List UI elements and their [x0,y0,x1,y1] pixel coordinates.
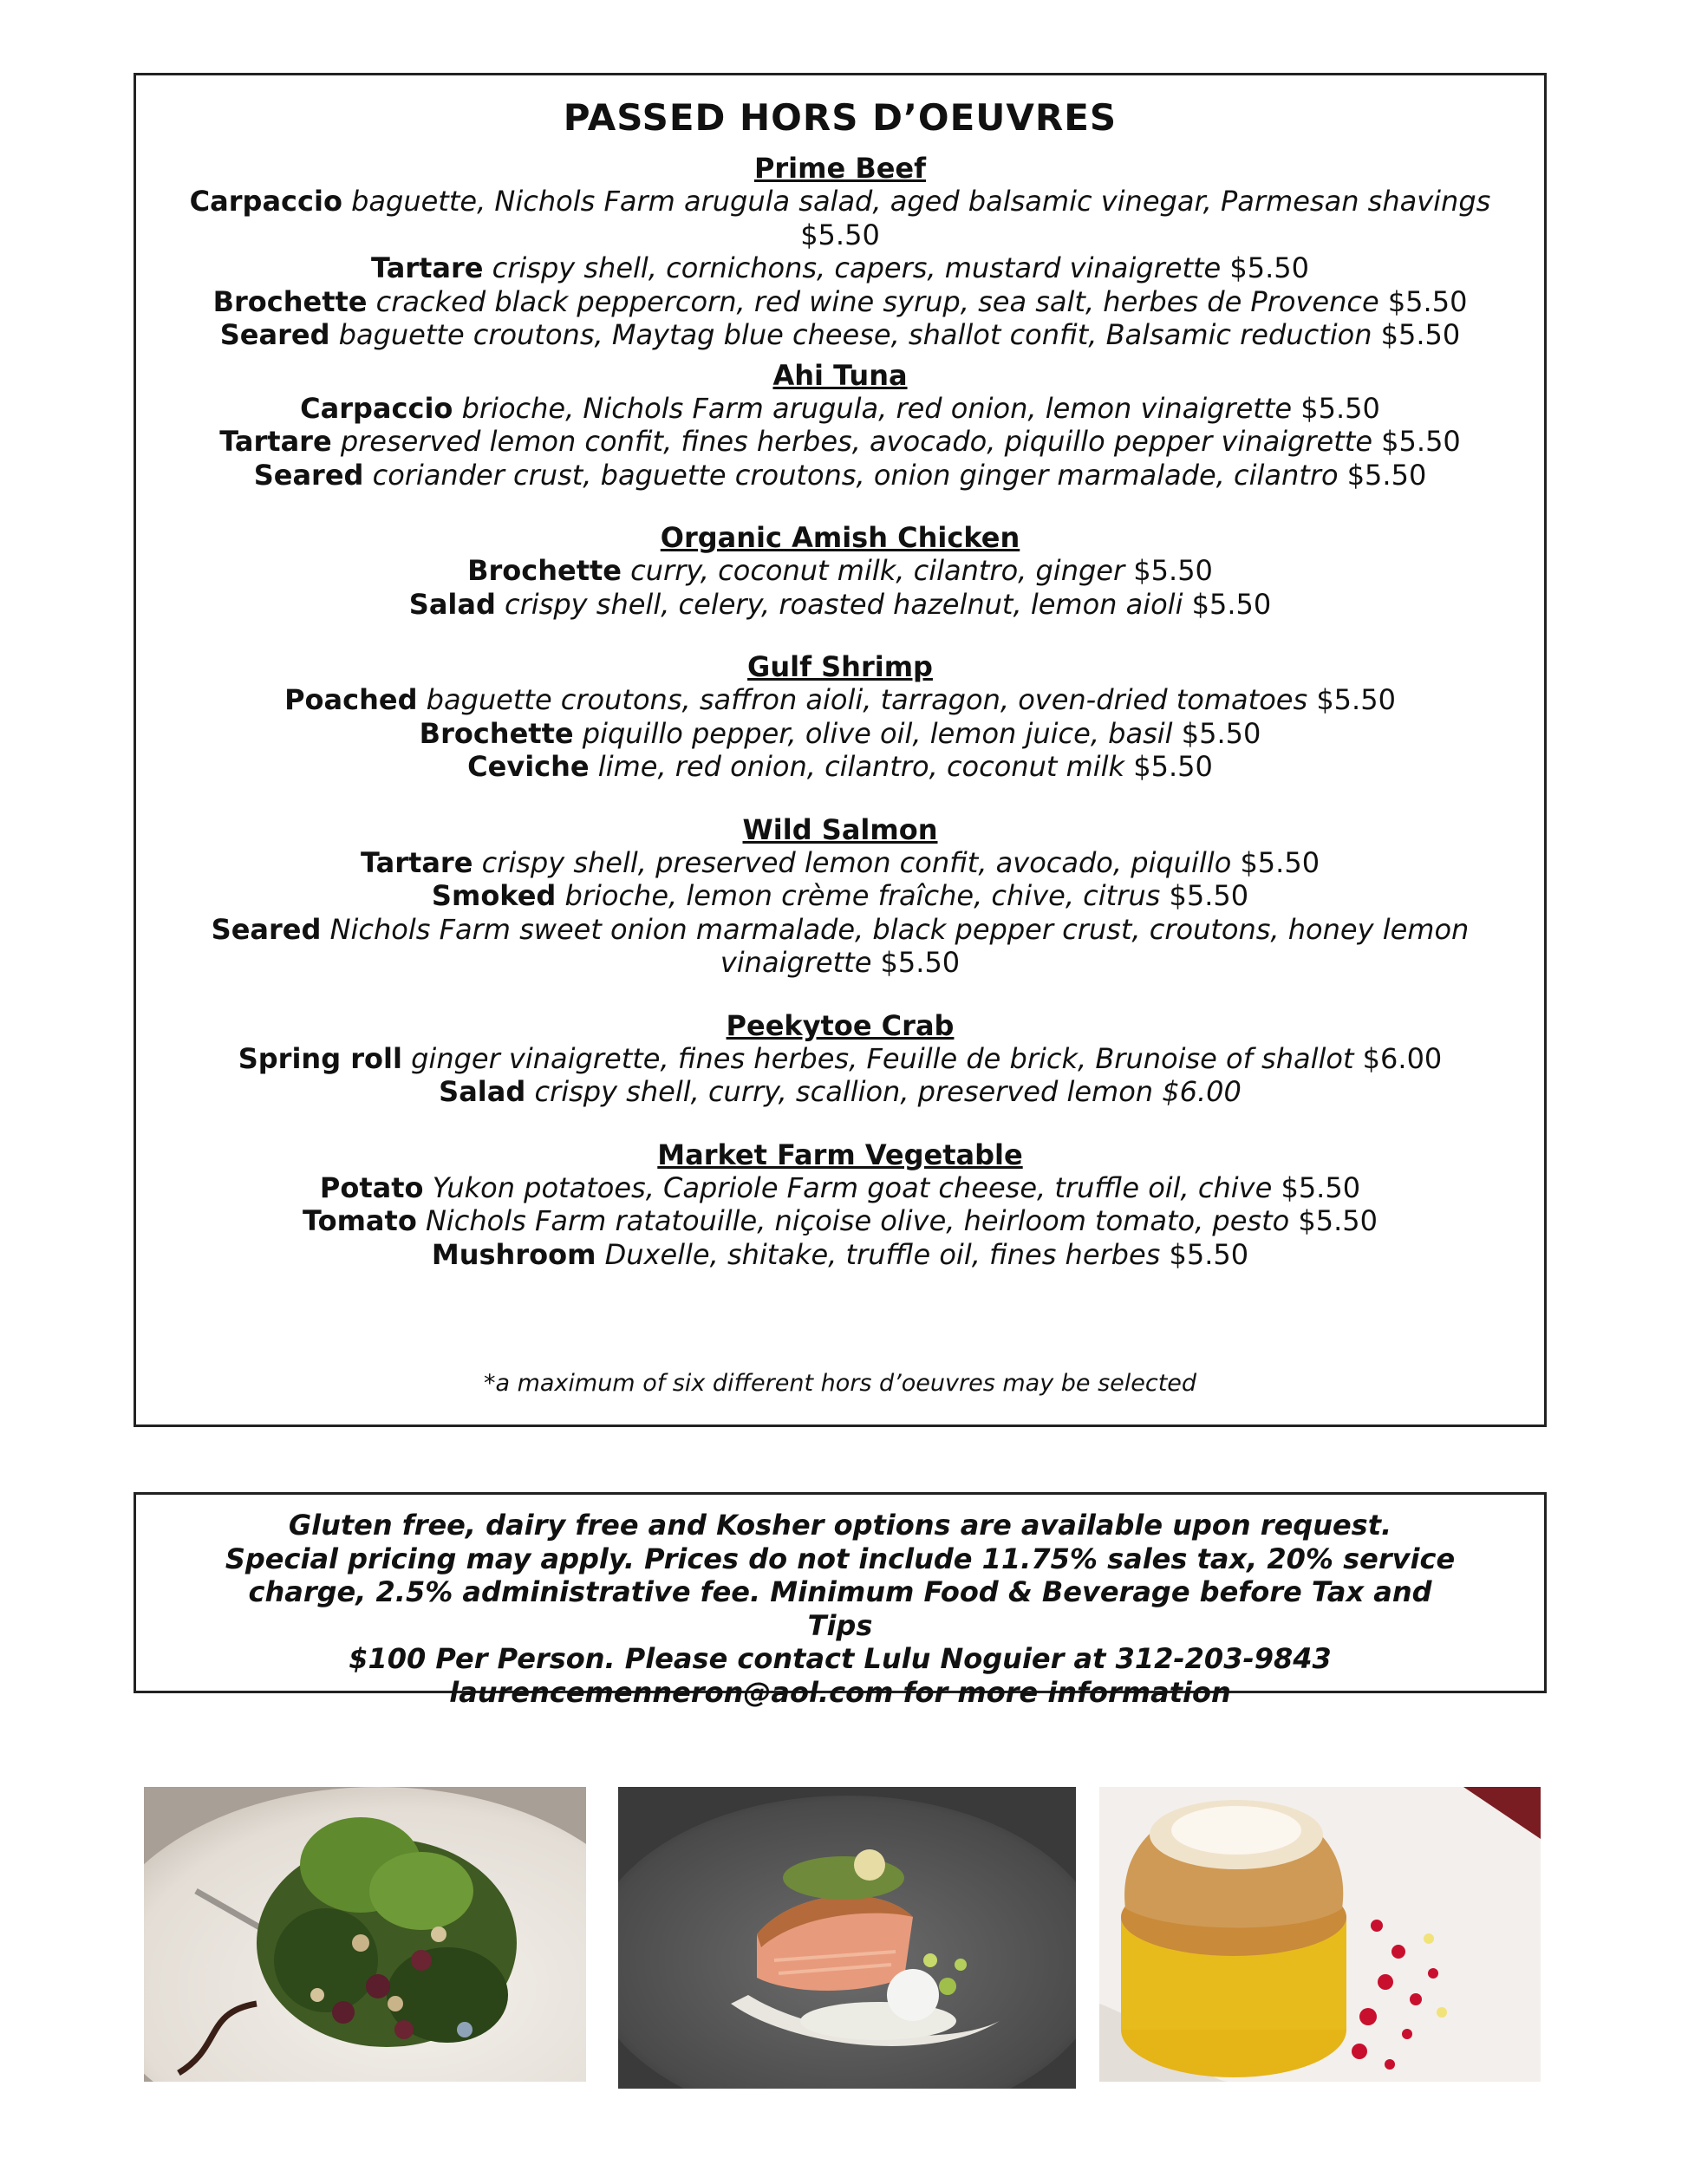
item-description: cracked black peppercorn, red wine syrup, sea salt, herbes de Provence [367,284,1379,318]
item-name: Seared [219,318,330,351]
item-name: Seared [253,458,364,492]
item-description: crispy shell, cornichons, capers, mustard vinaigrette [483,251,1222,284]
item-description: piquillo pepper, olive oil, lemon juice, basil [573,716,1173,750]
menu-section [136,1138,1544,1272]
item-description: brioche, Nichols Farm arugula, red onion, lemon vinaigrette [453,391,1293,425]
item-name: Tartare [371,251,484,284]
menu-item [136,683,1544,717]
item-name: Brochette [212,284,368,318]
item-price: $5.50 [1378,284,1468,318]
item-price: $5.50 [1221,251,1309,284]
menu-item [136,251,1544,285]
menu-section [136,359,1544,492]
menu-section [136,521,1544,621]
item-name: Tartare [219,425,332,458]
menu-item [136,1171,1544,1205]
menu-section [136,1009,1544,1109]
menu-item [136,318,1544,352]
menu-section [136,813,1544,980]
info-line: charge, 2.5% administrative fee. Minimum Food & Beverage before Tax and Tips [248,1575,1432,1642]
item-name: Ceviche [467,750,590,783]
item-price: $5.50 [1160,1237,1249,1271]
item-description: ginger vinaigrette, fines herbes, Feuille de brick, Brunoise of shallot [401,1041,1354,1075]
item-description: Nichols Farm ratatouille, niçoise olive, heirloom tomato, pesto [416,1204,1290,1237]
item-price: $5.50 [1272,1170,1361,1204]
info-line: Gluten free, dairy free and Kosher options are available upon request. [288,1509,1392,1542]
section-title: Ahi Tuna [772,358,908,392]
souffle-illustration [1099,1787,1541,2082]
menu-item [136,392,1544,426]
salad-illustration [144,1787,586,2082]
item-price: $6.00 [1353,1041,1443,1075]
item-description: crispy shell, preserved lemon confit, avocado, piquillo [473,845,1232,879]
item-price: $5.50 [1372,318,1461,351]
menu-item [136,185,1544,251]
section-title: Wild Salmon [742,812,938,846]
item-price: $5.50 [1231,845,1320,879]
item-name: Carpaccio [300,391,453,425]
item-description: baguette, Nichols Farm arugula salad, aged balsamic vinegar, Parmesan shavings [342,185,1491,218]
menu-item [136,1238,1544,1272]
salmon-photo [618,1787,1076,2089]
item-name: Smoked [431,879,557,912]
section-title: Peekytoe Crab [726,1008,955,1042]
item-price: $5.50 [1160,879,1249,912]
menu-item [136,879,1544,913]
item-description: curry, coconut milk, cilantro, ginger [621,554,1125,587]
menu-item [136,1204,1544,1238]
page-title: PASSED HORS D’OEUVRES [563,96,1118,139]
menu-item [136,459,1544,492]
item-price: $5.50 [1292,391,1380,425]
menu-item [136,554,1544,588]
item-price: $5.50 [871,946,961,979]
item-name: Potato [319,1170,424,1204]
item-name: Carpaccio [189,185,342,218]
item-description: coriander crust, baguette croutons, onion ginger marmalade, cilantro [363,458,1339,492]
menu-item [136,1075,1544,1109]
souffle-photo [1099,1787,1541,2082]
item-description: Nichols Farm sweet onion marmalade, black pepper crust, croutons, honey lemon vinaigrette [321,912,1470,979]
menu-item [136,750,1544,784]
item-description: Yukon potatoes, Capriole Farm goat cheese, truffle oil, chive [423,1170,1273,1204]
selection-note: *a maximum of six different hors d’oeuvres may be selected [483,1370,1197,1397]
info-line: Special pricing may apply. Prices do not include 11.75% sales tax, 20% service [225,1542,1456,1575]
item-description: lime, red onion, cilantro, coconut milk [589,750,1125,783]
menu-section [136,650,1544,784]
info-line: laurencemenneron@aol.com for more information [449,1675,1231,1709]
item-name: Mushroom [431,1237,596,1271]
item-name: Brochette [467,554,622,587]
menu-item [136,846,1544,880]
item-price: $5.50 [1124,554,1213,587]
item-name: Salad [408,587,496,621]
item-price: $5.50 [1124,750,1213,783]
menu-section [136,152,1544,352]
item-description: crispy shell, curry, scallion, preserved lemon $6.00 [525,1075,1242,1108]
item-price: $5.50 [1372,425,1461,458]
menu-sections [136,152,1544,1271]
menu-item [136,285,1544,319]
item-name: Seared [211,912,322,946]
salad-photo [144,1787,586,2082]
item-description: crispy shell, celery, roasted hazelnut, lemon aioli [495,587,1183,621]
item-price: $5.50 [1307,683,1396,716]
hors-doeuvres-menu-box [134,73,1547,1427]
item-price: $5.50 [800,218,880,251]
section-title: Organic Amish Chicken [660,521,1020,554]
menu-item [136,717,1544,751]
item-description: brioche, lemon crème fraîche, chive, citrus [556,879,1161,912]
menu-item [136,1042,1544,1076]
section-title: Market Farm Vegetable [657,1138,1023,1171]
item-name: Tartare [360,845,473,879]
item-price: $5.50 [1289,1204,1378,1237]
item-description: Duxelle, shitake, truffle oil, fines herbes [596,1237,1161,1271]
item-name: Brochette [419,716,574,750]
menu-item [136,425,1544,459]
item-description: preserved lemon confit, fines herbes, avocado, piquillo pepper vinaigrette [331,425,1372,458]
item-name: Poached [284,683,418,716]
item-name: Salad [439,1075,526,1108]
item-price: $5.50 [1338,458,1427,492]
item-description: baguette croutons, saffron aioli, tarragon, oven-dried tomatoes [417,683,1308,716]
info-box [134,1492,1547,1709]
menu-item [136,588,1544,622]
item-description: baguette croutons, Maytag blue cheese, shallot confit, Balsamic reduction [329,318,1372,351]
section-title: Gulf Shrimp [747,650,933,683]
salmon-illustration [618,1787,1076,2089]
item-price: $5.50 [1172,716,1261,750]
section-title: Prime Beef [753,152,927,185]
item-name: Spring roll [238,1041,402,1075]
item-price: $5.50 [1183,587,1272,621]
info-line: $100 Per Person. Please contact Lulu Noguier at 312-203-9843 [349,1642,1332,1675]
menu-item [136,913,1544,980]
item-name: Tomato [303,1204,417,1237]
